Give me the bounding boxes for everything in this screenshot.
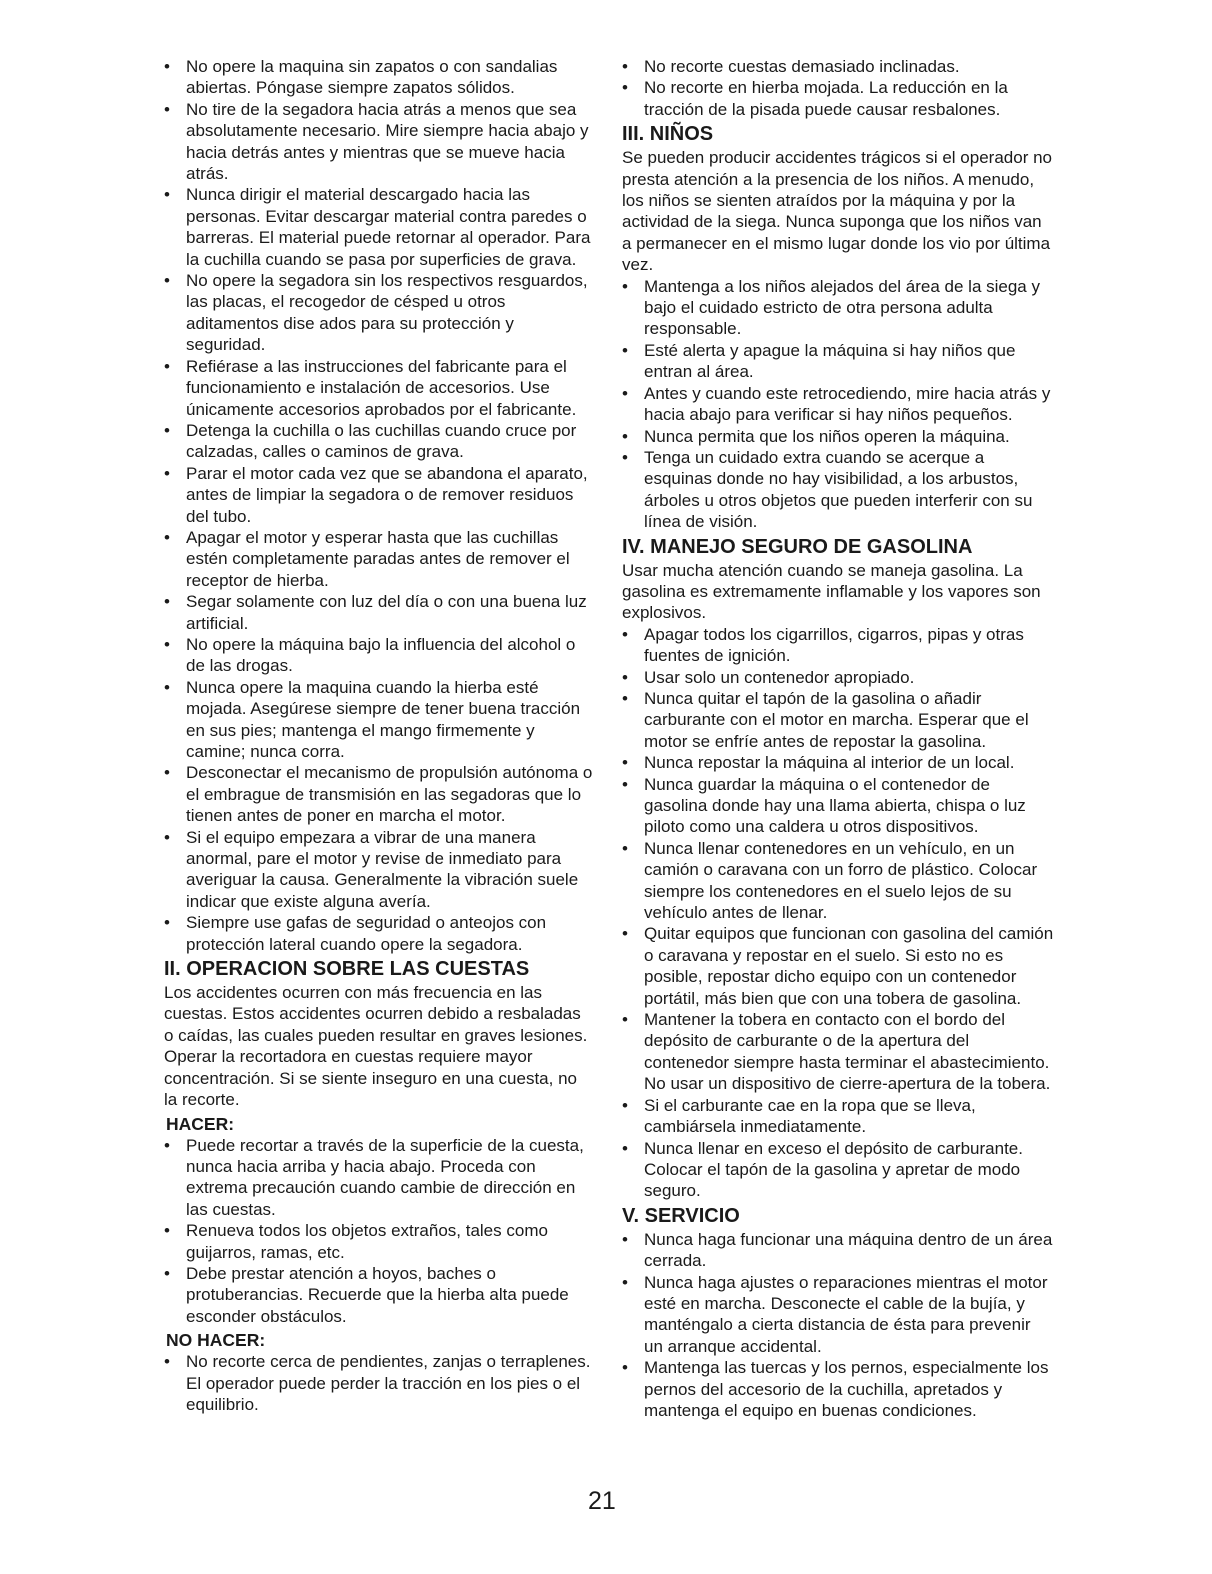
list-item: • Siempre use gafas de seguridad o anteojos con protección lateral cuando opere la segadora. [164,912,594,955]
left-column [164,56,594,1415]
dont-bullet-list [164,1351,594,1415]
dont-bullet-list-continued [622,56,1054,120]
list-item: • Puede recortar a través de la superficie de la cuesta, nunca hacia arriba y hacia abajo. Proceda con extrema precaución cuando cambie de dirección en las cuestas. [164,1135,594,1221]
page-number: 21 [588,1487,616,1515]
section-heading-slopes: II. OPERACION SOBRE LAS CUESTAS [164,958,530,981]
list-item: • Apagar el motor y esperar hasta que las cuchillas estén completamente paradas antes de remover el receptor de hierba. [164,527,594,591]
list-item: • Nunca llenar contenedores en un vehículo, en un camión o caravana con un forro de plástico. Colocar siempre los contenedores en el suelo lejos de su vehículo antes de llenar. [622,838,1054,924]
list-item: • No opere la máquina bajo la influencia del alcohol o de las drogas. [164,634,594,677]
list-item: • Apagar todos los cigarrillos, cigarros, pipas y otras fuentes de ignición. [622,624,1054,667]
list-item: • Tenga un cuidado extra cuando se acerque a esquinas donde no hay visibilidad, a los arbustos, árboles u otros objetos que pueden interferir con su línea de visión. [622,447,1054,533]
do-heading: HACER: [166,1113,235,1134]
list-item: • Nunca quitar el tapón de la gasolina o añadir carburante con el motor en marcha. Esperar que el motor se enfríe antes de repostar la gasolina. [622,688,1054,752]
list-item: • Refiérase a las instrucciones del fabricante para el funcionamiento e instalación de accesorios. Use únicamente accesorios aprobados por el fabricante. [164,356,594,420]
list-item: • Desconectar el mecanismo de propulsión autónoma o el embrague de transmisión en las segadoras que lo tienen antes de poner en marcha el motor. [164,762,594,826]
list-item: • No recorte cuestas demasiado inclinadas. [622,56,1054,77]
section-heading-fuel: IV. MANEJO SEGURO DE GASOLINA [622,535,973,558]
list-item: • Mantenga a los niños alejados del área de la siega y bajo el cuidado estricto de otra persona adulta responsable. [622,276,1054,340]
list-item: • Renueva todos los objetos extraños, tales como guijarros, ramas, etc. [164,1220,594,1263]
list-item: • Detenga la cuchilla o las cuchillas cuando cruce por calzadas, calles o caminos de grava. [164,420,594,463]
list-item: • Si el equipo empezara a vibrar de una manera anormal, pare el motor y revise de inmediato para averiguar la causa. Generalmente la vibración suele indicar que existe alguna avería. [164,827,594,913]
list-item: • Nunca repostar la máquina al interior de un local. [622,752,1054,773]
service-bullet-list [622,1229,1054,1422]
section-paragraph-slopes: Los accidentes ocurren con más frecuencia en las cuestas. Estos accidentes ocurren debido a resbaladas o caídas, las cuales pueden resultar en graves lesiones. Operar la recortadora en cuestas requiere mayor concentración. Si se siente inseguro en una cuesta, no la recorte. [164,983,588,1110]
list-item: • Nunca llenar en exceso el depósito de carburante. Colocar el tapón de la gasolina y apretar de modo seguro. [622,1138,1054,1202]
list-item: • Quitar equipos que funcionan con gasolina del camión o caravana y repostar en el suelo. Si esto no es posible, repostar dicho equipo con un contenedor portátil, más bien que con una tobera de gasolina. [622,923,1054,1009]
list-item: • No tire de la segadora hacia atrás a menos que sea absolutamente necesario. Mire siempre hacia abajo y hacia detrás antes y mientras que se mueve hacia atrás. [164,99,594,185]
list-item: • No recorte en hierba mojada. La reducción en la tracción de la pisada puede causar resbalones. [622,77,1054,120]
section-paragraph-children: Se pueden producir accidentes trágicos si el operador no presta atención a la presencia de los niños. A menudo, los niños se sienten atraídos por la máquina y por la actividad de la siega. Nunca suponga que los niños van a permanecer en el mismo lugar donde los vio por última vez. [622,148,1052,275]
list-item: • Esté alerta y apague la máquina si hay niños que entran al área. [622,340,1054,383]
list-item: • No opere la segadora sin los respectivos resguardos, las placas, el recogedor de césped u otros aditamentos dise ados para su protección y seguridad. [164,270,594,356]
list-item: • Nunca dirigir el material descargado hacia las personas. Evitar descargar material contra paredes o barreras. El material puede retornar al operador. Para la cuchilla cuando se pasa por superficies de grava. [164,184,594,270]
list-item: • Parar el motor cada vez que se abandona el aparato, antes de limpiar la segadora o de remover residuos del tubo. [164,463,594,527]
intro-bullet-list [164,56,594,955]
list-item: • Mantener la tobera en contacto con el bordo del depósito de carburante o de la apertura del contenedor siempre hasta terminar el abastecimiento. No usar un dispositivo de cierre-apertura de la tobera. [622,1009,1054,1095]
list-item: • Nunca haga ajustes o reparaciones mientras el motor esté en marcha. Desconecte el cable de la bujía, y manténgalo a cierta distancia de ésta para prevenir un arranque accidental. [622,1272,1054,1358]
list-item: • Nunca haga funcionar una máquina dentro de un área cerrada. [622,1229,1054,1272]
list-item: • Si el carburante cae en la ropa que se lleva, cambiársela inmediatamente. [622,1095,1054,1138]
fuel-bullet-list [622,624,1054,1202]
section-heading-children: III. NIÑOS [622,123,714,146]
list-item: • No recorte cerca de pendientes, zanjas o terraplenes. El operador puede perder la tracción en los pies o el equilibrio. [164,1351,594,1415]
section-heading-service: V. SERVICIO [622,1204,740,1227]
dont-heading: NO HACER: [166,1330,266,1351]
list-item: • Nunca opere la maquina cuando la hierba esté mojada. Asegúrese siempre de tener buena tracción en sus pies; mantenga el mango firmemente y camine; nunca corra. [164,677,594,763]
children-bullet-list [622,276,1054,533]
list-item: • Segar solamente con luz del día o con una buena luz artificial. [164,591,594,634]
list-item: • Nunca permita que los niños operen la máquina. [622,426,1054,447]
section-paragraph-fuel: Usar mucha atención cuando se maneja gasolina. La gasolina es extremamente inflamable y los vapores son explosivos. [622,560,1041,623]
do-bullet-list [164,1135,594,1328]
list-item: • Mantenga las tuercas y los pernos, especialmente los pernos del accesorio de la cuchilla, apretados y mantenga el equipo en buenas condiciones. [622,1357,1054,1421]
list-item: • Debe prestar atención a hoyos, baches o protuberancias. Recuerde que la hierba alta puede esconder obstáculos. [164,1263,594,1327]
right-column [622,56,1054,1421]
list-item: • Usar solo un contenedor apropiado. [622,667,1054,688]
list-item: • Nunca guardar la máquina o el contenedor de gasolina donde hay una llama abierta, chispa o luz piloto como una caldera u otros dispositivos. [622,774,1054,838]
list-item: • No opere la maquina sin zapatos o con sandalias abiertas. Póngase siempre zapatos sólidos. [164,56,594,99]
list-item: • Antes y cuando este retrocediendo, mire hacia atrás y hacia abajo para verificar si hay niños pequeños. [622,383,1054,426]
